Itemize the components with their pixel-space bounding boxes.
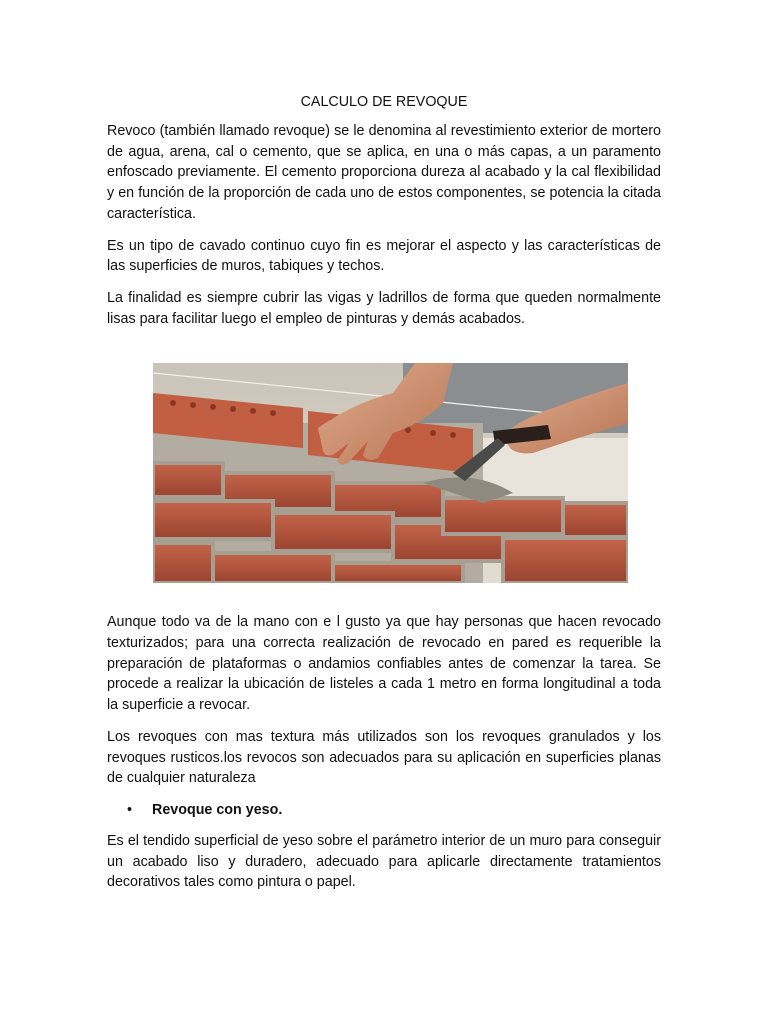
paragraph-goal: La finalidad es siempre cubrir las vigas y ladrillos de forma que queden normalmente lisas para facilitar luego el empleo de pinturas y demás acabados. (107, 289, 661, 327)
paragraph-texture-intro: Aunque todo va de la mano con e l gusto ya que hay personas que hacen revocado texturizados; para una correcta realización de revocado en pared es requerible la preparación de plataformas o andamios confiables antes de comenzar la tarea. Se procede a realizar la ubicación de listeles a cada 1 metro en forma longitudinal a toda la superficie a revocar. (107, 614, 661, 714)
paragraph-texture-types: Los revoques con mas textura más utilizados son los revoques granulados y los revoques rusticos.los revocos son adecuados para su aplicación en superficies planas de cualquier naturaleza (107, 728, 661, 787)
bullet-list (107, 800, 661, 820)
paragraph-yeso: Es el tendido superficial de yeso sobre el parámetro interior de un muro para conseguir un acabado liso y duradero, adecuado para aplicarle directamente tratamientos decorativos tales como pintura o papel. (107, 832, 661, 891)
bullet-item (107, 800, 661, 820)
bricklaying-photo (153, 363, 628, 583)
document-page (107, 92, 661, 904)
bullet-text: Revoque con yeso. (152, 801, 283, 818)
document-title: CALCULO DE REVOQUE (300, 94, 468, 110)
bullet-marker: • (127, 801, 133, 818)
paragraph-definition: Revoco (también llamado revoque) se le denomina al revestimiento exterior de mortero de agua, arena, cal o cemento, que se aplica, en una o más capas, a un paramento enfoscado previamente. El cemento proporciona dureza al acabado y la cal flexibilidad y en función de la proporción de cada uno de estos componentes, se potencia la citada característica. (107, 123, 661, 222)
paragraph-purpose: Es un tipo de cavado continuo cuyo fin es mejorar el aspecto y las características de las superficies de muros, tabiques y techos. (107, 237, 661, 275)
